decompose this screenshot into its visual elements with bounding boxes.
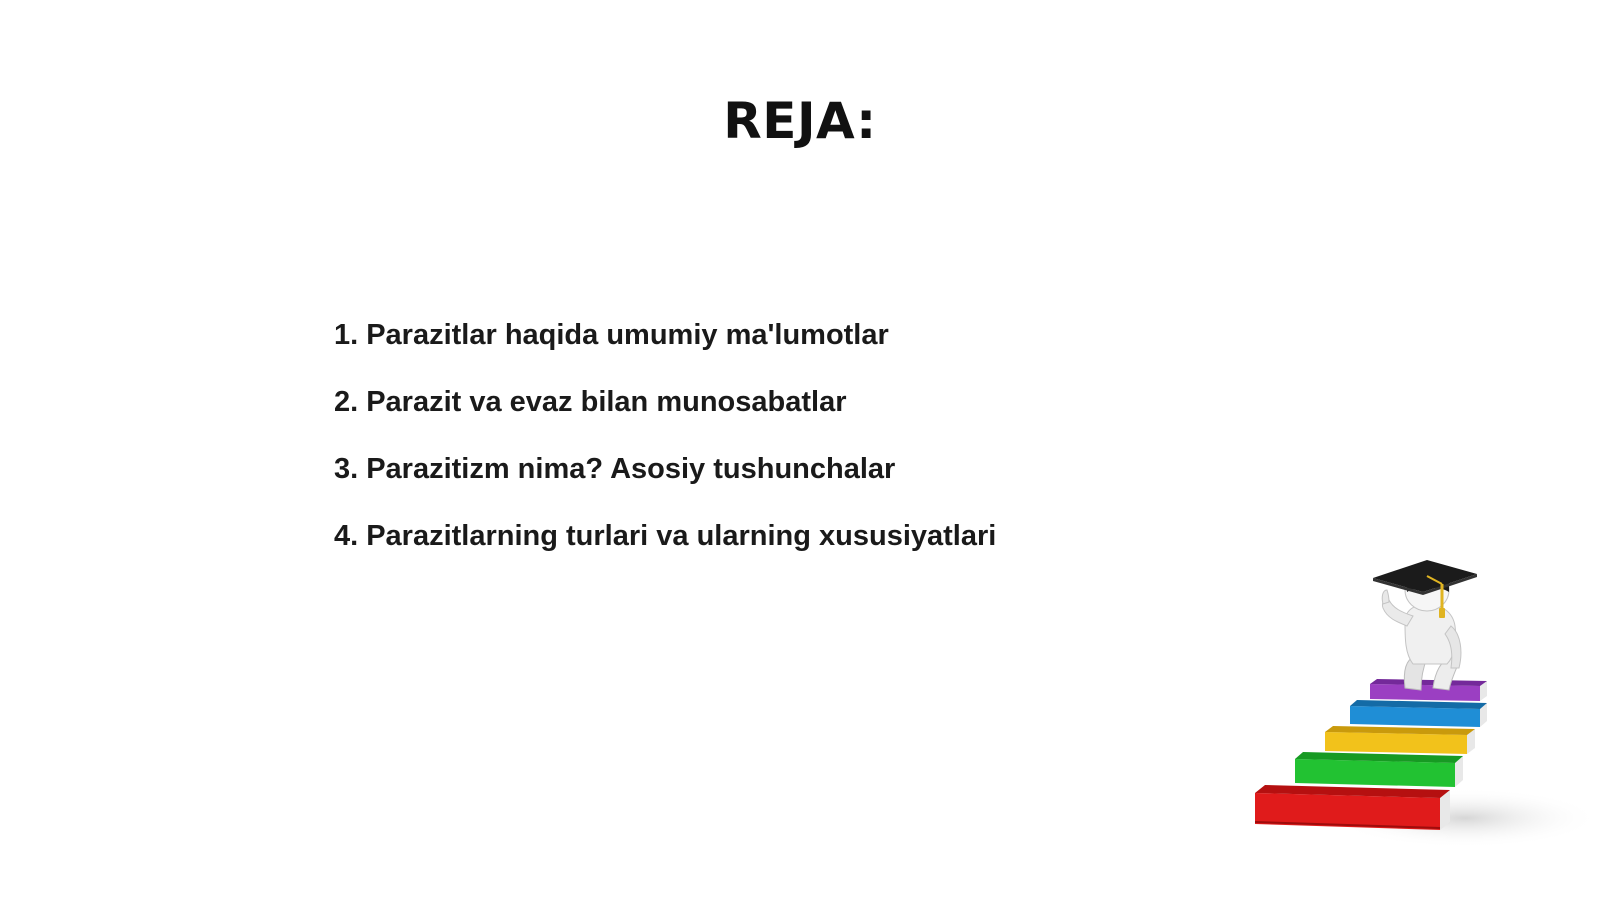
slide-title: REJA: <box>723 92 877 150</box>
plan-list <box>334 315 996 583</box>
list-item-number: 2. <box>334 386 359 418</box>
list-item-number: 3. <box>334 453 359 485</box>
list-item-number: 4. <box>334 520 359 552</box>
list-item-number: 1. <box>334 319 359 351</box>
list-item <box>334 449 996 516</box>
book-purple-icon <box>1370 679 1487 701</box>
graduate-on-books-icon <box>1255 560 1595 870</box>
list-item-text: Parazitizm nima? Asosiy tushunchalar <box>366 453 896 485</box>
list-item <box>334 516 996 583</box>
book-green-icon <box>1295 752 1463 787</box>
list-item-text: Parazitlarning turlari va ularning xususiyatlari <box>366 520 997 552</box>
list-item <box>334 315 996 382</box>
list-item <box>334 382 996 449</box>
book-red-icon <box>1255 785 1450 830</box>
book-yellow-icon <box>1325 726 1475 754</box>
list-item-text: Parazit va evaz bilan munosabatlar <box>366 386 847 418</box>
book-blue-icon <box>1350 700 1487 727</box>
list-item-text: Parazitlar haqida umumiy ma'lumotlar <box>366 319 889 351</box>
